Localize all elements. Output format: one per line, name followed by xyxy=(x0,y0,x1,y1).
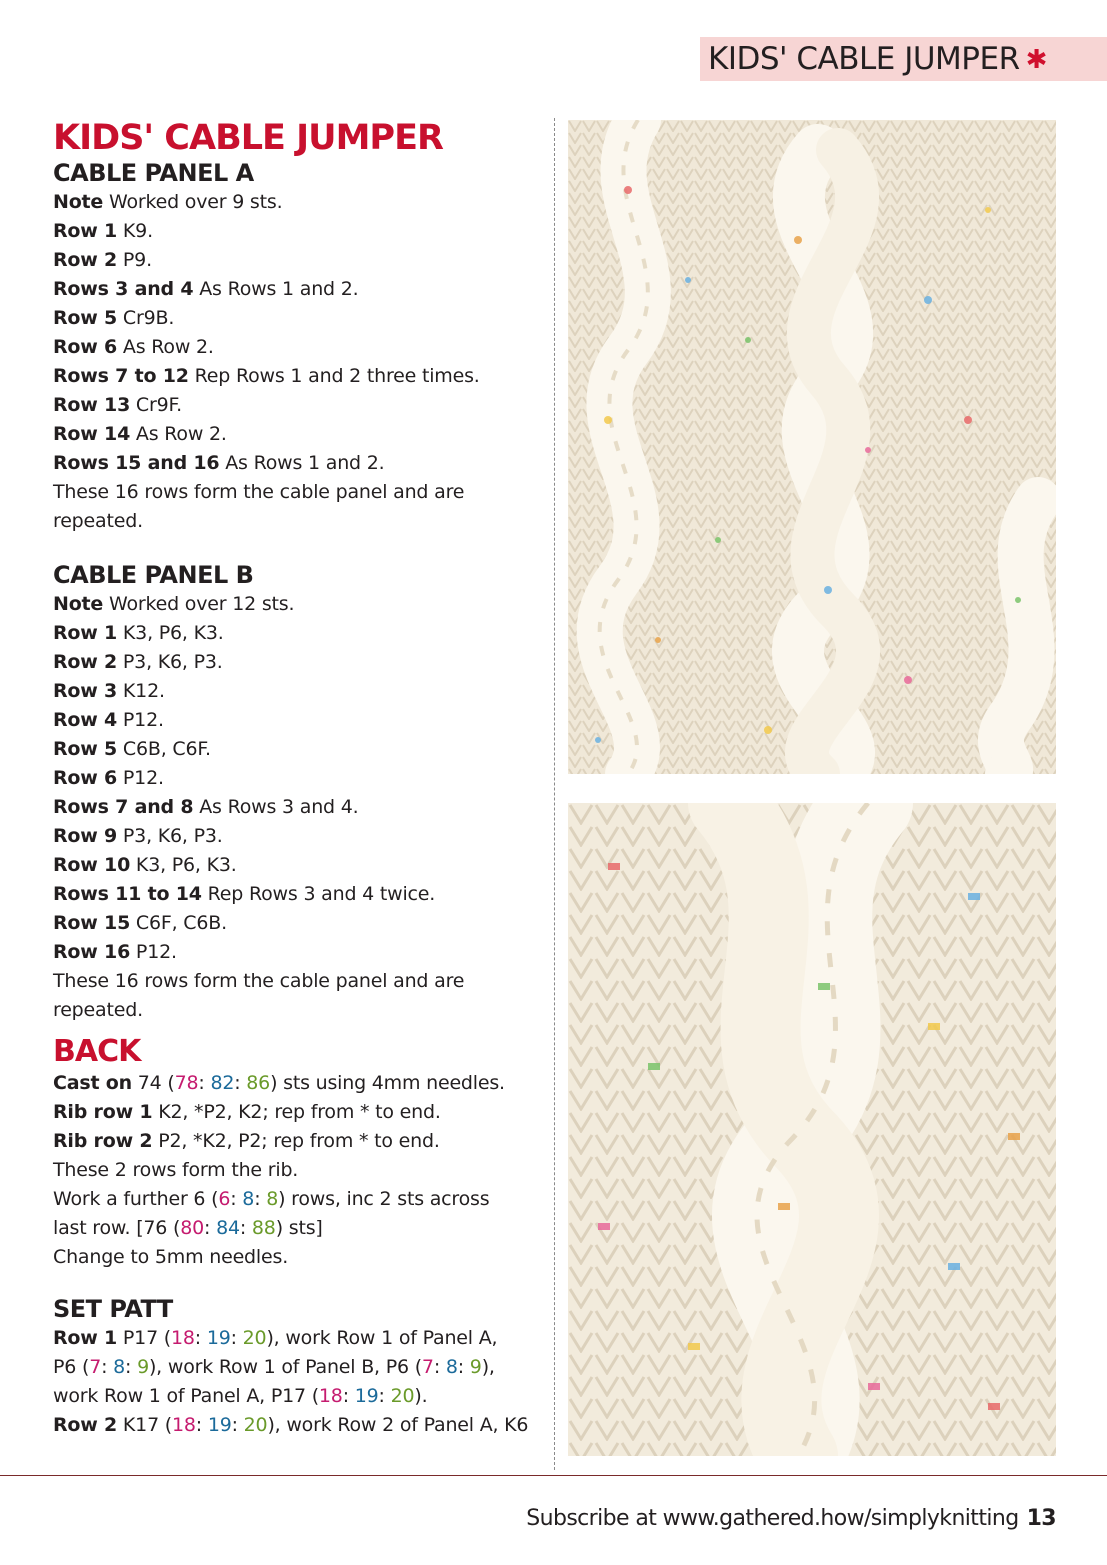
panel-b-rows xyxy=(53,619,533,967)
panel-b-row: Rows 11 to 14 Rep Rows 3 and 4 twice. xyxy=(53,883,436,905)
set-patt-heading: SET PATT xyxy=(53,1295,173,1323)
panel-a-row: Row 13 Cr9F. xyxy=(53,394,183,416)
knit-texture-top xyxy=(568,120,1056,774)
panel-a-heading: CABLE PANEL A xyxy=(53,159,254,187)
stitch-count-line: last row. [76 (80: 84: 88) sts] xyxy=(53,1217,323,1239)
column-divider xyxy=(554,118,555,1470)
panel-b-row: Row 15 C6F, C6B. xyxy=(53,912,227,934)
panel-a-row: Row 2 P9. xyxy=(53,249,152,271)
set-patt-row-1-end: work Row 1 of Panel A, P17 (18: 19: 20). xyxy=(53,1385,428,1407)
cable-panel-photo-bottom xyxy=(568,803,1056,1456)
rib-row-1: Rib row 1 K2, *P2, K2; rep from * to end. xyxy=(53,1101,441,1123)
cable-panel-photo-top xyxy=(568,120,1056,774)
panel-a-rows xyxy=(53,217,533,478)
panel-b-closing: These 16 rows form the cable panel and are xyxy=(53,970,465,992)
panel-a-row: Row 6 As Row 2. xyxy=(53,336,214,358)
panel-a-note: Note Worked over 9 sts. xyxy=(53,191,283,213)
panel-b-row: Row 5 C6B, C6F. xyxy=(53,738,211,760)
subscribe-link[interactable]: Subscribe at www.gathered.how/simplyknitting xyxy=(526,1506,1019,1531)
panel-b-row: Rows 7 and 8 As Rows 3 and 4. xyxy=(53,796,359,818)
panel-b-row: Row 16 P12. xyxy=(53,941,177,963)
panel-b-row: Row 1 K3, P6, K3. xyxy=(53,622,224,644)
set-patt-row-1-cont: P6 (7: 8: 9), work Row 1 of Panel B, P6 (7: 8: 9), xyxy=(53,1356,495,1378)
page-footer xyxy=(526,1506,1056,1531)
set-patt-row-2: Row 2 K17 (18: 19: 20), work Row 2 of Panel A, K6 xyxy=(53,1414,529,1436)
change-needles-line: Change to 5mm needles. xyxy=(53,1246,289,1268)
panel-a-closing: These 16 rows form the cable panel and are xyxy=(53,481,465,503)
panel-b-row: Row 4 P12. xyxy=(53,709,164,731)
panel-a-row: Row 5 Cr9B. xyxy=(53,307,175,329)
page-number: 13 xyxy=(1026,1506,1056,1531)
panel-b-row: Row 2 P3, K6, P3. xyxy=(53,651,223,673)
panel-b-row: Row 9 P3, K6, P3. xyxy=(53,825,223,847)
panel-b-closing-2: repeated. xyxy=(53,999,143,1021)
running-header-title: KIDS' CABLE JUMPER xyxy=(708,41,1020,77)
flower-icon: ✱ xyxy=(1025,43,1048,74)
running-header xyxy=(700,37,1107,81)
panel-a-row: Rows 3 and 4 As Rows 1 and 2. xyxy=(53,278,359,300)
panel-b-row: Row 3 K12. xyxy=(53,680,165,702)
work-further-line: Work a further 6 (6: 8: 8) rows, inc 2 sts across xyxy=(53,1188,490,1210)
page-title: KIDS' CABLE JUMPER xyxy=(53,118,443,158)
panel-b-note: Note Worked over 12 sts. xyxy=(53,593,295,615)
rib-form-line: These 2 rows form the rib. xyxy=(53,1159,299,1181)
panel-a-row: Row 14 As Row 2. xyxy=(53,423,227,445)
panel-a-row: Row 1 K9. xyxy=(53,220,153,242)
panel-b-row: Row 6 P12. xyxy=(53,767,164,789)
panel-a-row: Rows 7 to 12 Rep Rows 1 and 2 three times. xyxy=(53,365,480,387)
set-patt-row-1: Row 1 P17 (18: 19: 20), work Row 1 of Panel A, xyxy=(53,1327,498,1349)
cast-on-line: Cast on 74 (78: 82: 86) sts using 4mm needles. xyxy=(53,1072,505,1094)
knit-texture-bottom xyxy=(568,803,1056,1456)
back-heading: BACK xyxy=(53,1034,141,1069)
panel-b-row: Row 10 K3, P6, K3. xyxy=(53,854,237,876)
panel-a-closing-2: repeated. xyxy=(53,510,143,532)
footer-rule xyxy=(0,1475,1107,1476)
pattern-text-column xyxy=(53,118,533,1440)
rib-row-2: Rib row 2 P2, *K2, P2; rep from * to end. xyxy=(53,1130,440,1152)
panel-a-row: Rows 15 and 16 As Rows 1 and 2. xyxy=(53,452,385,474)
panel-b-heading: CABLE PANEL B xyxy=(53,561,254,589)
